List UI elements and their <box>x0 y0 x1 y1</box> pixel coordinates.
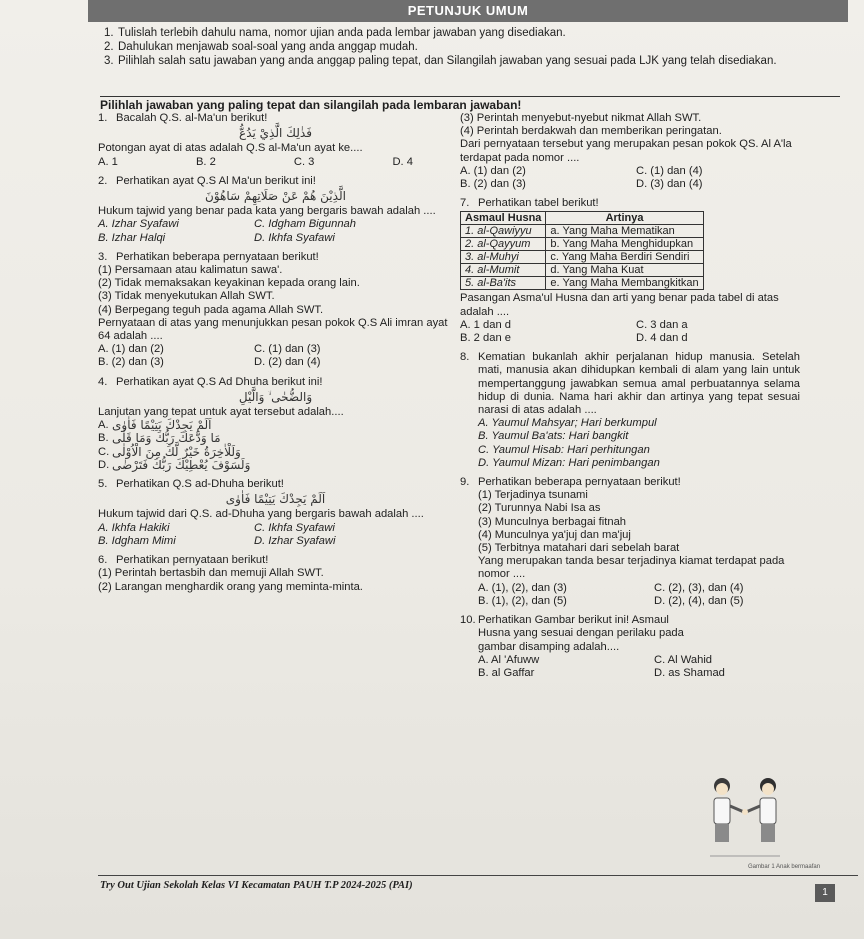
statement: (4) Berpegang teguh pada agama Allah SWT. <box>98 303 324 316</box>
option[interactable]: A. Yaumul Mahsyar; Hari berkumpul <box>478 417 657 430</box>
children-shaking-hands-illustration <box>700 772 790 862</box>
question-6-continued <box>460 112 800 191</box>
statements <box>460 489 800 608</box>
options <box>460 654 800 680</box>
option[interactable]: D. Izhar Syafawi <box>254 534 336 547</box>
option[interactable]: A. اَلَمْ يَجِدْكَ يَتِيْمًا فَاٰوٰى <box>98 418 212 433</box>
option[interactable]: C. Idgham Bigunnah <box>254 218 356 231</box>
options <box>98 343 453 369</box>
option[interactable]: B. Yaumul Ba'ats: Hari bangkit <box>478 430 629 443</box>
option[interactable]: A. 1 dan d <box>460 318 512 331</box>
statement: (3) Perintah menyebut-nyebut nikmat Allah SWT. <box>460 112 702 124</box>
option[interactable]: B. (2) dan (3) <box>460 178 526 191</box>
statement: (1) Persamaan atau kalimatun sawa'. <box>98 264 283 277</box>
option[interactable]: C. (1) dan (4) <box>636 164 703 177</box>
option[interactable]: B. 2 <box>195 155 216 168</box>
option[interactable]: A. 1 <box>98 155 118 168</box>
question-text: Pasangan Asma'ul Husna dan arti yang benar pada tabel di atas adalah .... <box>460 292 779 318</box>
table-row: 5. al-Ba'its e. Yang Maha Membangkitkan <box>461 277 704 290</box>
footer-text: Try Out Ujian Sekolah Kelas VI Kecamatan PAUH T.P 2024-2025 (PAI) <box>100 880 413 891</box>
arabic-verse: وَالضُّحٰى ۙ وَالَّيْلِ <box>238 389 313 404</box>
question-text: Potongan ayat di atas adalah Q.S al-Ma'un ayat ke.... <box>98 142 363 155</box>
options <box>460 417 800 470</box>
option[interactable]: C. Ikhfa Syafawi <box>254 521 335 534</box>
arabic-verse: فَذٰلِكَ الَّذِيْ يَدُعُّ <box>239 126 312 141</box>
table-row: 2. al-Qayyum b. Yang Maha Menghidupkan <box>461 238 704 251</box>
statement: (3) Tidak menyekutukan Allah SWT. <box>98 290 275 303</box>
option[interactable]: D. وَلَسَوْفَ يُعْطِيْكَ رَبُّكَ فَتَرْضٰى <box>98 457 251 472</box>
right-column <box>460 112 800 686</box>
arabic-verse: الَّذِيْنَ هُمْ عَنْ صَلَاتِهِمْ سَاهُوْنَ <box>205 189 346 204</box>
arabic-verse: اَلَمْ يَجِدْكَ يَتِيْمًا فَاٰوٰى <box>225 492 326 507</box>
option[interactable]: C. Yaumul Hisab: Hari perhitungan <box>478 443 650 456</box>
table-header: Asmaul Husna <box>461 212 546 225</box>
option[interactable]: C. Al Wahid <box>654 653 713 666</box>
option[interactable]: D. Ikhfa Syafawi <box>254 231 335 244</box>
question-6: 6. Perhatikan pernyataan berikut! (1) Perintah bertasbih dan memuji Allah SWT. (2) Larangan menghardik orang yang meminta-minta. <box>98 554 453 594</box>
table-row: 4. al-Mumit d. Yang Maha Kuat <box>461 264 704 277</box>
option[interactable]: D. (3) dan (4) <box>636 178 703 191</box>
table-header: Artinya <box>546 212 703 225</box>
statement: (4) Munculnya ya'juj dan ma'juj <box>478 528 631 541</box>
option[interactable]: B. al Gaffar <box>478 666 535 679</box>
statement: (1) Perintah bertasbih dan memuji Allah SWT. <box>98 567 324 580</box>
option[interactable]: B. Izhar Halqi <box>98 231 166 244</box>
options <box>98 218 453 244</box>
asmaul-husna-table <box>460 211 704 290</box>
options <box>98 156 453 169</box>
option[interactable]: D. Yaumul Mizan: Hari penimbangan <box>478 456 660 469</box>
option[interactable]: D. as Shamad <box>654 666 725 679</box>
options <box>460 165 800 191</box>
option[interactable]: A. Izhar Syafawi <box>98 218 179 231</box>
question-7: 7. Perhatikan tabel berikut! Asmaul Husna Artinya 1. al-Qawiyyu a. Yang Maha Mematikan 2. al-Qayyum b. Yang Maha Menghidupkan 3. al-Muhyi c. Yang Maha Berdiri Sendiri 4. al-Mumit d. Yang Maha Kuat 5. al-Ba'its e. Yang Maha Membangkitkan Pasangan Asma'ul Husna dan arti yang benar pada tabel di atas adalah .... A. 1 dan d C. 3 dan a B. 2 dan e D. 4 dan d <box>460 197 800 345</box>
question-4: 4. Perhatikan ayat Q.S Ad Dhuha berikut ini! وَالضُّحٰى ۙ وَالَّيْلِ Lanjutan yang tepat untuk ayat tersebut adalah.... A. اَلَمْ يَجِدْكَ يَتِيْمًا فَاٰوٰى B. مَا وَدَّعَكَ رَبُّكَ وَمَا قَلٰى C. وَلَلْاٰخِرَةُ خَيْرٌ لَّكَ مِنَ الْاُوْلٰى D. وَلَسَوْفَ يُعْطِيْكَ رَبُّكَ فَتَرْضٰى <box>98 376 453 472</box>
question-10: 10. Perhatikan Gambar berikut ini! Asmaul Husna yang sesuai dengan perilaku pada gambar disamping adalah.... A. Al 'Afuww C. Al Wahid B. al Gaffar D. as Shamad <box>460 614 800 680</box>
option[interactable]: A. Al 'Afuww <box>478 653 540 666</box>
footer-divider <box>98 875 858 876</box>
page-number: 1 <box>815 884 835 902</box>
question-text: Hukum tajwid dari Q.S. ad-Dhuha yang bergaris bawah adalah .... <box>98 508 424 521</box>
question-text: Dari pernyataan tersebut yang merupakan pesan pokok QS. Al A'la terdapat pada nomor .... <box>460 138 792 164</box>
instruction-item: 1. Tulislah terlebih dahulu nama, nomor ujian anda pada lembar jawaban yang disediakan. <box>104 27 566 39</box>
header-title: PETUNJUK UMUM <box>88 0 848 22</box>
option[interactable]: B. (2) dan (3) <box>98 356 164 369</box>
option[interactable]: A. (1) dan (2) <box>98 343 164 356</box>
option[interactable]: D. 4 <box>392 155 413 168</box>
option[interactable]: B. مَا وَدَّعَكَ رَبُّكَ وَمَا قَلٰى <box>98 431 221 446</box>
instructions <box>104 26 834 68</box>
table-row: 1. al-Qawiyyu a. Yang Maha Mematikan <box>461 225 704 238</box>
option[interactable]: B. 2 dan e <box>460 332 512 345</box>
question-3: 3. Perhatikan beberapa pernyataan berikut! (1) Persamaan atau kalimatun sawa'. (2) Tidak memaksakan keyakinan kepada orang lain. (3) Tidak menyekutukan Allah SWT. (4) Berpegang teguh pada agama Allah SWT. Pernyataan di atas yang menunjukkan pesan pokok Q.S Ali imran ayat 64 adalah .... A. (1) dan (2) C. (1) dan (3) B. (2) dan (3) D. (2) dan (4) <box>98 251 453 370</box>
instruction-item: 2. Dahulukan menjawab soal-soal yang anda anggap mudah. <box>104 41 418 53</box>
option[interactable]: C. (2), (3), dan (4) <box>654 581 744 594</box>
option[interactable]: D. (2), (4), dan (5) <box>654 594 744 607</box>
statement: (2) Larangan menghardik orang yang meminta-minta. <box>98 580 363 593</box>
section-title: Pilihlah jawaban yang paling tepat dan silangilah pada lembaran jawaban! <box>100 96 840 112</box>
question-9: 9. Perhatikan beberapa pernyataan berikut! (1) Terjadinya tsunami (2) Turunnya Nabi Isa as (3) Munculnya berbagai fitnah (4) Munculnya ya'juj dan ma'juj (5) Terbitnya matahari dari sebelah barat Yang merupakan tanda besar terjadinya kiamat terdapat pada nomor .... A. (1), (2), dan (3) C. (2), (3), dan (4) B. (1), (2), dan (5) D. (2), (4), dan (5) <box>460 476 800 608</box>
question-2: 2. Perhatikan ayat Q.S Al Ma'un berikut ini! الَّذِيْنَ هُمْ عَنْ صَلَاتِهِمْ سَاهُوْنَ Hukum tajwid yang benar pada kata yang bergaris bawah adalah .... A. Izhar Syafawi C. Idgham Bigunnah B. Izhar Halqi D. Ikhfa Syafawi <box>98 175 453 245</box>
option[interactable]: C. 3 <box>293 155 315 168</box>
question-8: 8. Kematian bukanlah akhir perjalanan hidup manusia. Setelah mati, manusia akan dihidupkan kembali di alam yang lain untuk mempertanggung jawabkan semua amal perbuatannya selama hidup di dunia. Nama hari akhir dan artinya yang tepat sesuai narasi di atas adalah .... A. Yaumul Mahsyar; Hari berkumpul B. Yaumul Ba'ats: Hari bangkit C. Yaumul Hisab: Hari perhitungan D. Yaumul Mizan: Hari penimbangan <box>460 351 800 469</box>
statement: (4) Perintah berdakwah dan memberikan peringatan. <box>460 125 722 138</box>
statement: (5) Terbitnya matahari dari sebelah barat <box>478 542 680 555</box>
statement: (2) Turunnya Nabi Isa as <box>478 502 601 515</box>
left-column <box>98 112 453 600</box>
option[interactable]: B. Idgham Mimi <box>98 534 176 547</box>
image-caption: Gambar 1 Anak bermaafan <box>748 864 821 870</box>
question-1: 1. Bacalah Q.S. al-Ma'un berikut! فَذٰلِكَ الَّذِيْ يَدُعُّ Potongan ayat di atas adalah Q.S al-Ma'un ayat ke.... A. 1 B. 2 C. 3 D. 4 <box>98 112 453 169</box>
statement: (2) Tidak memaksakan keyakinan kepada orang lain. <box>98 277 360 290</box>
option[interactable]: C. (1) dan (3) <box>254 343 321 356</box>
option[interactable]: A. (1), (2), dan (3) <box>478 581 567 594</box>
option[interactable]: D. 4 dan d <box>636 332 688 345</box>
statement: (3) Munculnya berbagai fitnah <box>478 515 627 528</box>
statement: (1) Terjadinya tsunami <box>478 489 588 502</box>
question-text: Lanjutan yang tepat untuk ayat tersebut adalah.... <box>98 406 344 419</box>
option[interactable]: A. Ikhfa Hakiki <box>98 521 170 534</box>
question-5: 5. Perhatikan Q.S ad-Dhuha berikut! اَلَمْ يَجِدْكَ يَتِيْمًا فَاٰوٰى Hukum tajwid dari Q.S. ad-Dhuha yang bergaris bawah adalah .... A. Ikhfa Hakiki C. Ikhfa Syafawi B. Idgham Mimi D. Izhar Syafawi <box>98 478 453 548</box>
table-row: 3. al-Muhyi c. Yang Maha Berdiri Sendiri <box>461 251 704 264</box>
option[interactable]: C. وَلَلْاٰخِرَةُ خَيْرٌ لَّكَ مِنَ الْاُوْلٰى <box>98 444 241 459</box>
options <box>478 582 800 608</box>
question-text: Hukum tajwid yang benar pada kata yang bergaris bawah adalah .... <box>98 205 436 218</box>
question-text: Pernyataan di atas yang menunjukkan pesan pokok Q.S Ali imran ayat 64 adalah .... <box>98 316 448 343</box>
options <box>98 522 453 548</box>
instruction-item: 3. Pilihlah salah satu jawaban yang anda anggap paling tepat, dan Silangilah jawaban yang sesuai pada LJK yang telah disediakan. <box>104 55 777 67</box>
option[interactable]: B. (1), (2), dan (5) <box>478 594 567 607</box>
option[interactable]: C. 3 dan a <box>636 318 688 331</box>
options <box>460 319 800 345</box>
option[interactable]: D. (2) dan (4) <box>254 356 321 369</box>
option[interactable]: A. (1) dan (2) <box>460 164 526 177</box>
question-text: Yang merupakan tanda besar terjadinya kiamat terdapat pada nomor .... <box>478 555 785 581</box>
